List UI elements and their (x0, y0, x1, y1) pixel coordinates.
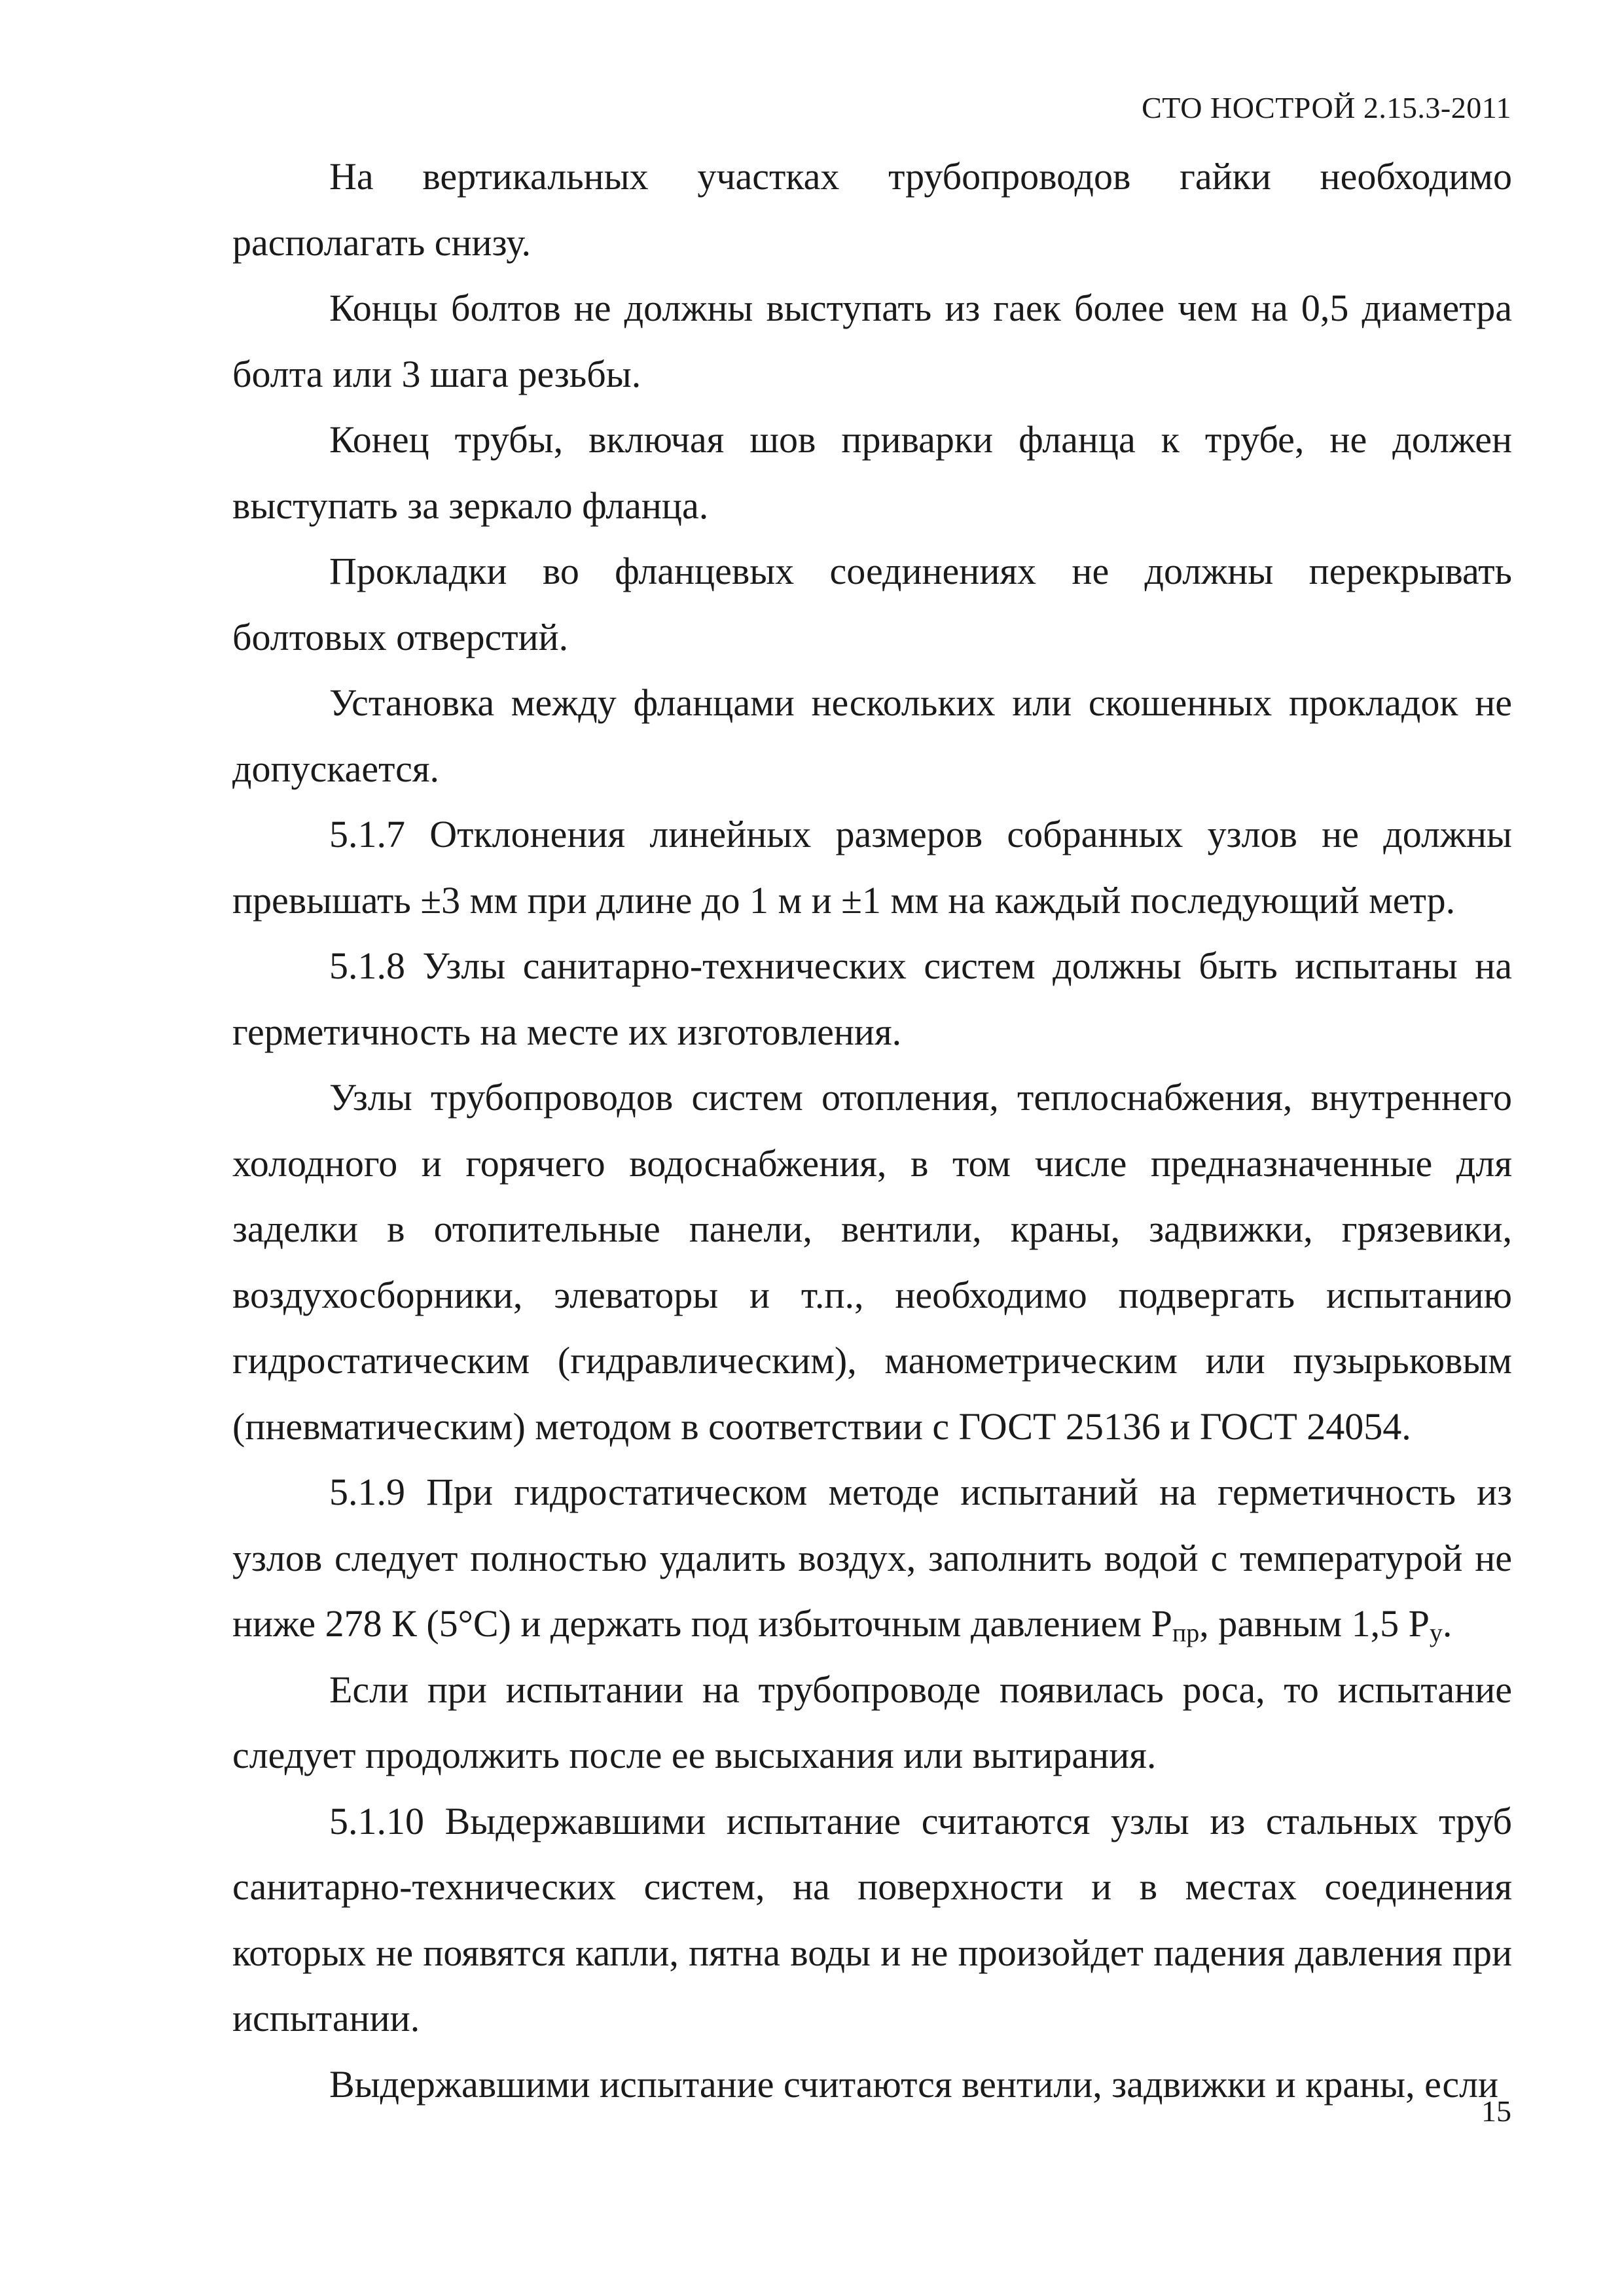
paragraph-5-1-7: 5.1.7 Отклонения линейных размеров собранных узлов не должны превышать ±3 мм при длине до 1 м и ±1 мм на каждый последующий метр. (232, 813, 1512, 922)
page-body (232, 144, 1512, 2117)
paragraph-5-1-9-mid-text: , равным 1,5 Р (1199, 1602, 1430, 1645)
paragraph-bolt-ends: Концы болтов не должны выступать из гаек более чем на 0,5 диаметра болта или 3 шага резьбы. (232, 287, 1512, 395)
paragraph-valves-passed: Выдержавшими испытание считаются вентили, задвижки и краны, если (329, 2062, 1499, 2106)
paragraph-nuts-vertical: На вертикальных участках трубопроводов гайки необходимо располагать снизу. (232, 155, 1512, 264)
paragraph-pipeline-nodes-testing: Узлы трубопроводов систем отопления, теплоснабжения, внутреннего холодного и горячего водоснабжения, в том числе предназначенные для заделки в отопительные панели, вентили, краны, задвижки, грязевики, воздухосборники, элеваторы и т.п., необходимо подвергать испытанию гидростатическим (гидравлическим), манометрическим или пузырьковым (пневматическим) методом в соответствии с ГОСТ 25136 и ГОСТ 24054. (232, 1076, 1512, 1448)
document-code-header: СТО НОСТРОЙ 2.15.3-2011 (1142, 91, 1511, 124)
paragraph-pipe-end: Конец трубы, включая шов приварки фланца к трубе, не должен выступать за зеркало фланца. (232, 418, 1512, 527)
paragraph-5-1-9 (232, 1460, 1512, 1657)
paragraph-5-1-8: 5.1.8 Узлы санитарно-технических систем должны быть испытаны на герметичность на месте их изготовления. (232, 944, 1512, 1053)
paragraph-5-1-9-end-text: . (1442, 1602, 1453, 1645)
paragraph-dew: Если при испытании на трубопроводе появилась роса, то испытание следует продолжить после ее высыхания или вытирания. (232, 1668, 1512, 1776)
paragraph-5-1-9-main-text: 5.1.9 При гидростатическом методе испытаний на герметичность из узлов следует полностью удалить воздух, заполнить водой с температурой не ниже 278 К (5°С) и держать под избыточным давлением Р (232, 1471, 1512, 1645)
paragraph-gaskets: Прокладки во фланцевых соединениях не должны перекрывать болтовых отверстий. (232, 550, 1512, 658)
paragraph-gasket-installation: Установка между фланцами нескольких или скошенных прокладок не допускается. (232, 681, 1512, 790)
pressure-subscript-working: у (1429, 1618, 1443, 1647)
pressure-subscript-test: пр (1172, 1618, 1200, 1647)
page-number: 15 (1481, 2094, 1511, 2128)
paragraph-5-1-10: 5.1.10 Выдержавшими испытание считаются узлы из стальных труб санитарно-технических систем, на поверхности и в местах соединения которых не появятся капли, пятна воды и не произойдет падения давления при испытании. (232, 1799, 1512, 2039)
